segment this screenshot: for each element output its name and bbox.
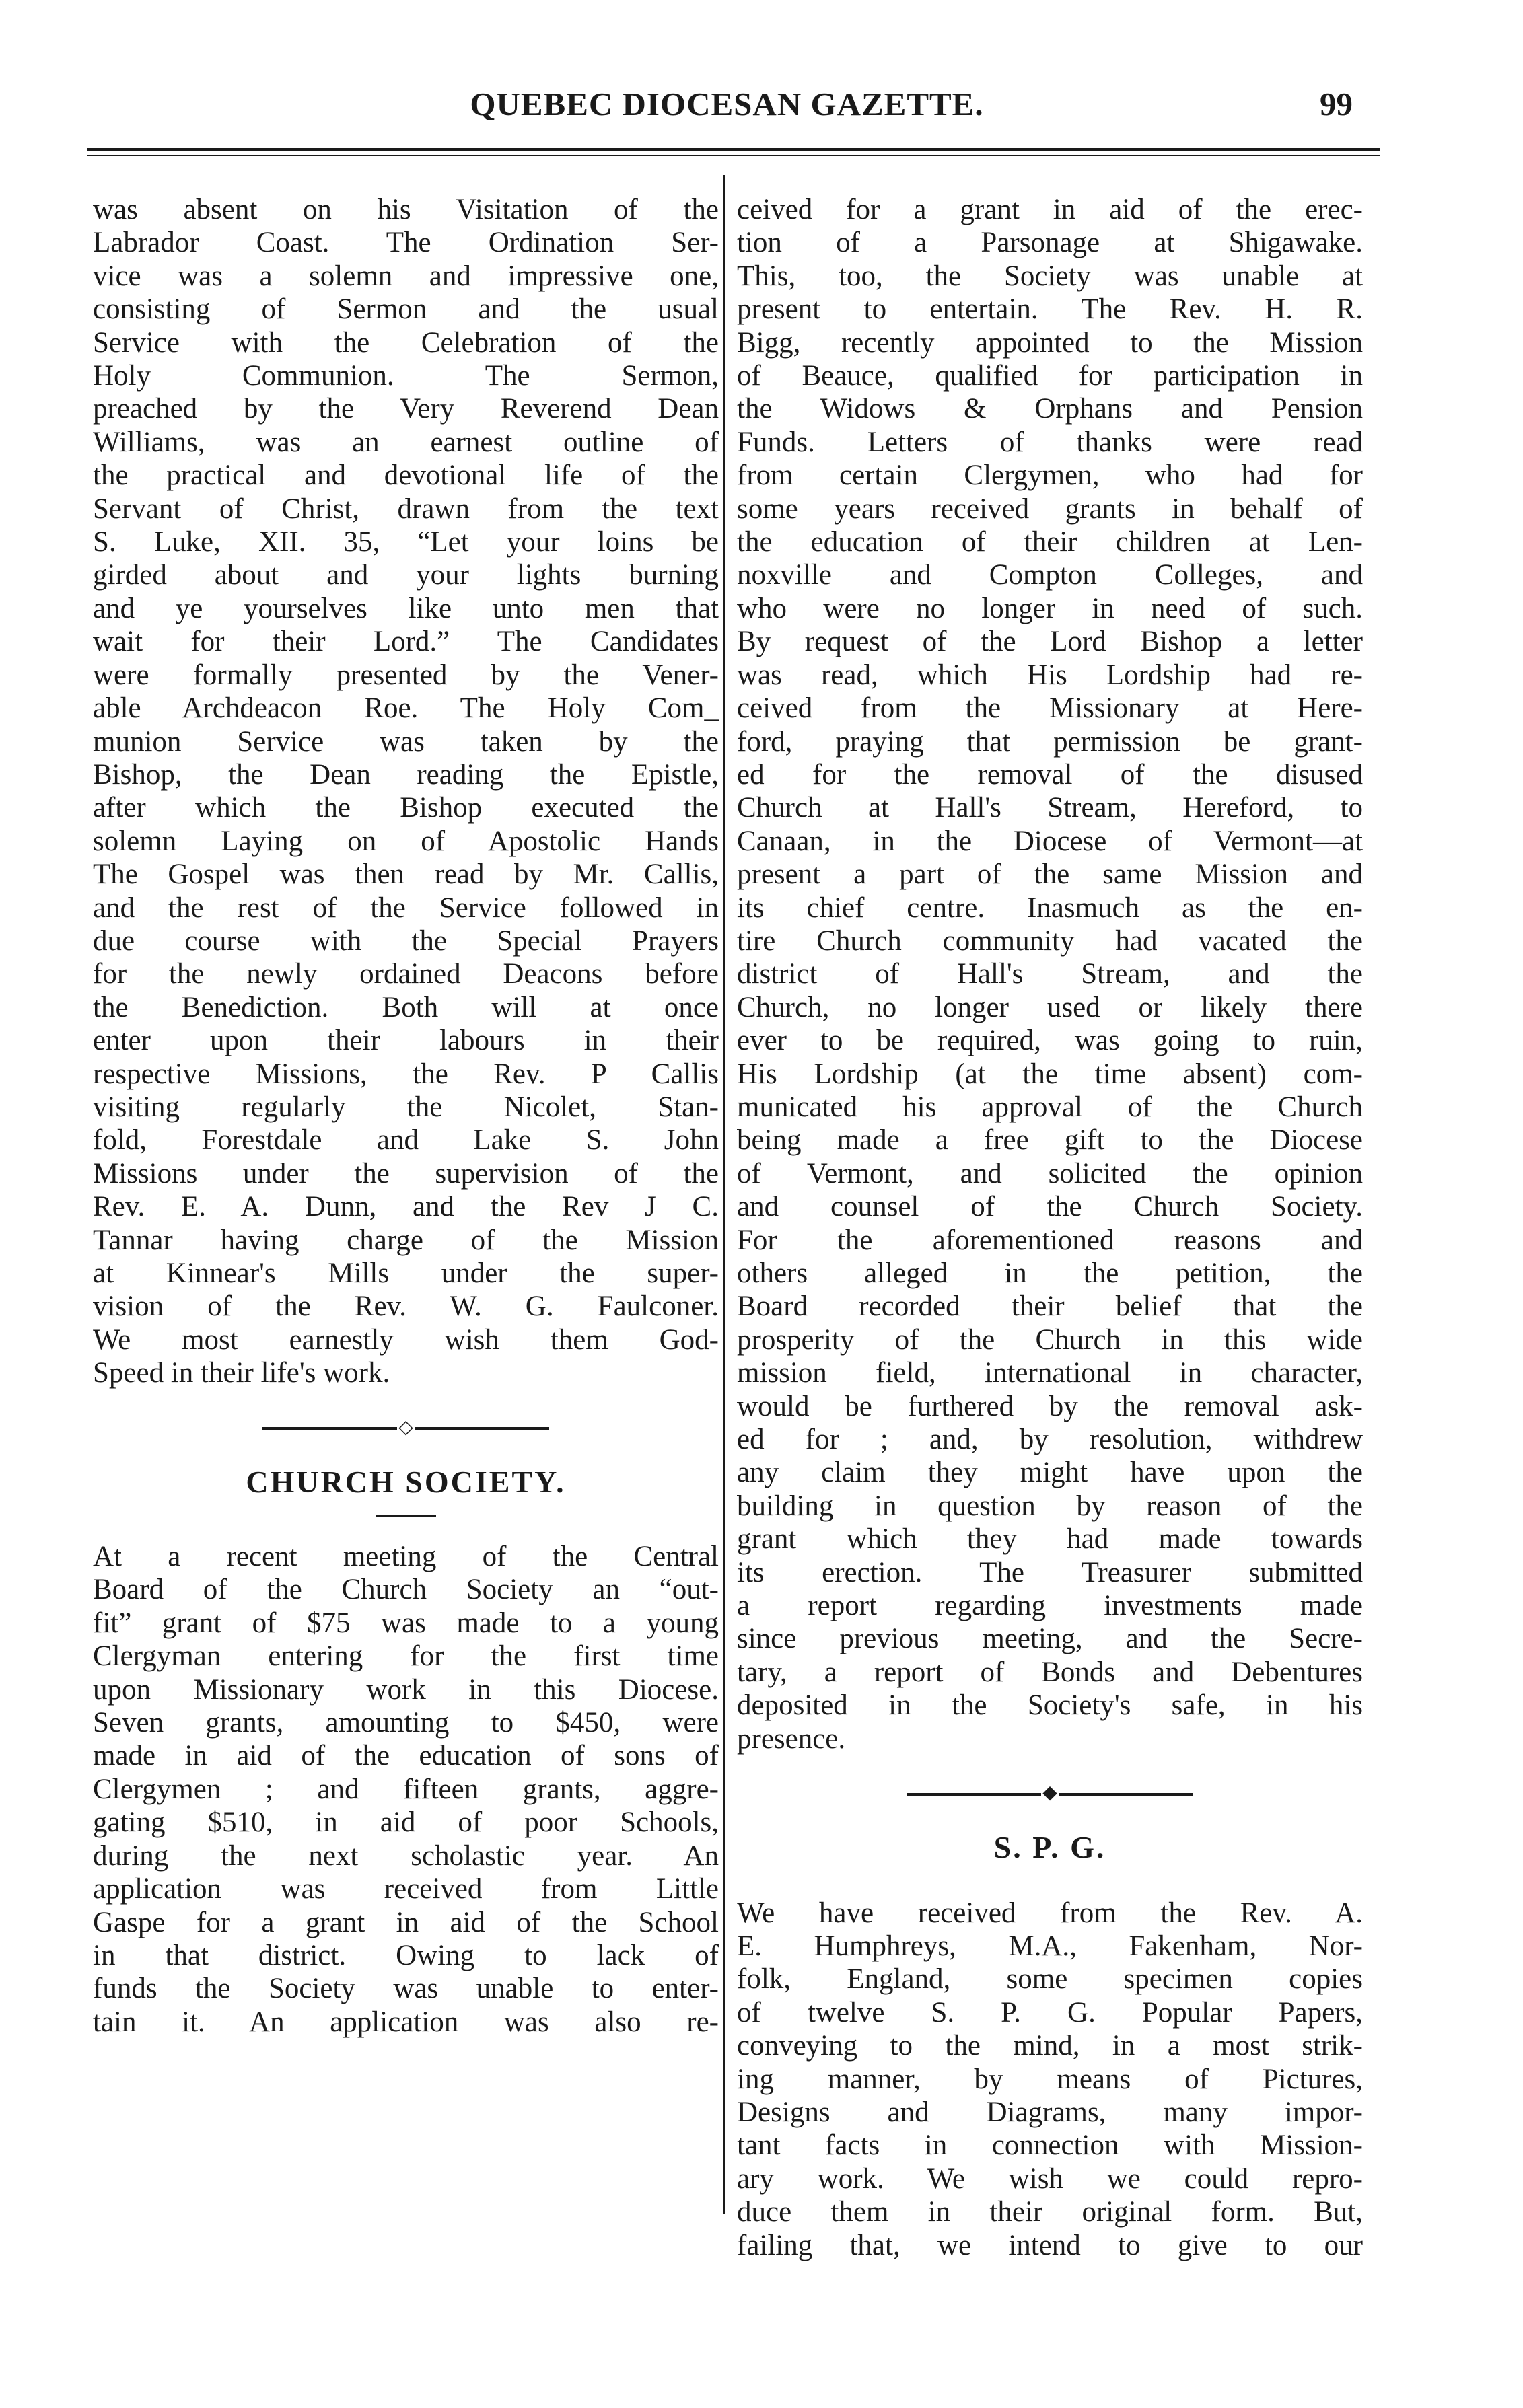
- text-line: noxville and Compton Colleges, and: [737, 559, 1363, 591]
- text-line: visiting regularly the Nicolet, Stan-: [93, 1091, 719, 1123]
- text-line: Designs and Diagrams, many impor-: [737, 2096, 1363, 2128]
- text-line: able Archdeacon Roe. The Holy Com_: [93, 692, 719, 725]
- text-line: Canaan, in the Diocese of Vermont—at: [737, 825, 1363, 857]
- spg-paragraph: [737, 1897, 1363, 2262]
- text-line: district of Hall's Stream, and the: [737, 958, 1363, 990]
- text-line: solemn Laying on of Apostolic Hands: [93, 825, 719, 857]
- text-line: was read, which His Lordship had re-: [737, 659, 1363, 691]
- text-line: enter upon their labours in their: [93, 1025, 719, 1057]
- text-line: ary work. We wish we could repro-: [737, 2162, 1363, 2195]
- ornament-divider: ◆: [737, 1776, 1363, 1811]
- text-line: respective Missions, the Rev. P Callis: [93, 1058, 719, 1090]
- text-line: duce them in their original form. But,: [737, 2196, 1363, 2228]
- ordination-paragraph: [93, 193, 719, 1390]
- text-line: gating $510, in aid of poor Schools,: [93, 1807, 719, 1839]
- text-line: The Gospel was then read by Mr. Callis,: [93, 859, 719, 891]
- text-line: any claim they might have upon the: [737, 1457, 1363, 1489]
- text-line: others alleged in the petition, the: [737, 1257, 1363, 1289]
- text-line: municated his approval of the Church: [737, 1091, 1363, 1123]
- text-line: since previous meeting, and the Secre-: [737, 1623, 1363, 1655]
- publication-title: QUEBEC DIOCESAN GAZETTE.: [470, 85, 984, 122]
- text-line: ceived from the Missionary at Here-: [737, 692, 1363, 725]
- text-line: preached by the Very Reverend Dean: [93, 393, 719, 425]
- text-line: its chief centre. Inasmuch as the en-: [737, 891, 1363, 924]
- text-line: the Benediction. Both will at once: [93, 991, 719, 1023]
- text-line: At a recent meeting of the Central: [93, 1541, 719, 1573]
- text-line: Bishop, the Dean reading the Epistle,: [93, 758, 719, 791]
- text-line: fit” grant of $75 was made to a young: [93, 1607, 719, 1639]
- text-line: its erection. The Treasurer submitted: [737, 1556, 1363, 1589]
- text-line: grant which they had made towards: [737, 1523, 1363, 1556]
- text-line: present a part of the same Mission and: [737, 859, 1363, 891]
- text-line: presence.: [737, 1722, 846, 1755]
- text-line: vice was a solemn and impressive one,: [93, 260, 719, 292]
- text-line: girded about and your lights burning: [93, 559, 719, 591]
- text-line: building in question by reason of the: [737, 1490, 1363, 1522]
- text-line: due course with the Special Prayers: [93, 924, 719, 957]
- text-line: ed for ; and, by resolution, withdrew: [737, 1424, 1363, 1456]
- text-line: ceived for a grant in aid of the erec-: [737, 194, 1363, 225]
- text-line: Gaspe for a grant in aid of the School: [93, 1906, 719, 1938]
- text-line: tary, a report of Bonds and Debentures: [737, 1656, 1363, 1688]
- text-line: tion of a Parsonage at Shigawake.: [737, 227, 1363, 259]
- church-society-heading: CHURCH SOCIETY.: [246, 1464, 566, 1499]
- text-line: tant facts in connection with Mission-: [737, 2129, 1363, 2162]
- text-line: Missions under the supervision of the: [93, 1157, 719, 1190]
- text-line: a report regarding investments made: [737, 1590, 1363, 1622]
- text-line: conveying to the mind, in a most strik-: [737, 2030, 1363, 2062]
- text-line: funds the Society was unable to enter-: [93, 1973, 719, 2005]
- text-line: Clergymen ; and fifteen grants, aggre-: [93, 1773, 719, 1805]
- text-line: For the aforementioned reasons and: [737, 1224, 1363, 1256]
- text-line: of Beauce, qualified for participation in: [737, 360, 1363, 392]
- text-line: in that district. Owing to lack of: [93, 1939, 719, 1971]
- text-line: Servant of Christ, drawn from the text: [93, 492, 719, 525]
- text-line: Labrador Coast. The Ordination Ser-: [93, 227, 719, 259]
- ornament-divider: ◇: [93, 1410, 719, 1445]
- text-line: We most earnestly wish them God-: [93, 1323, 719, 1356]
- text-line: fold, Forestdale and Lake S. John: [93, 1124, 719, 1157]
- text-line: Tannar having charge of the Mission: [93, 1224, 719, 1256]
- text-line: and ye yourselves like unto men that: [93, 592, 719, 624]
- text-line: Service with the Celebration of the: [93, 326, 719, 359]
- text-line: application was received from Little: [93, 1873, 719, 1905]
- text-line: ed for the removal of the disused: [737, 758, 1363, 791]
- text-line: ing manner, by means of Pictures,: [737, 2063, 1363, 2095]
- header-rule: [87, 148, 1380, 156]
- page-number: 99: [1320, 85, 1353, 122]
- text-line: Clergyman entering for the first time: [93, 1640, 719, 1673]
- text-line: mission field, international in character,: [737, 1357, 1363, 1389]
- text-line: the Widows & Orphans and Pension: [737, 393, 1363, 425]
- text-line: deposited in the Society's safe, in his: [737, 1689, 1363, 1722]
- text-line: who were no longer in need of such.: [737, 592, 1363, 624]
- church-society-continued-paragraph: [737, 193, 1363, 1755]
- text-line: E. Humphreys, M.A., Fakenham, Nor-: [737, 1930, 1363, 1962]
- text-line: for the newly ordained Deacons before: [93, 958, 719, 990]
- spacer: [93, 1390, 719, 1410]
- text-line: Church at Hall's Stream, Hereford, to: [737, 792, 1363, 824]
- left-column: [93, 193, 719, 2039]
- church-society-paragraph: [93, 1540, 719, 2039]
- text-line: failing that, we intend to give to our: [737, 2229, 1363, 2261]
- short-rule: [376, 1515, 436, 1517]
- text-line: present to entertain. The Rev. H. R.: [737, 293, 1363, 326]
- text-line: Rev. E. A. Dunn, and the Rev J C.: [93, 1191, 719, 1223]
- text-line: made in aid of the education of sons of: [93, 1740, 719, 1772]
- text-line: wait for their Lord.” The Candidates: [93, 626, 719, 658]
- text-line: Speed in their life's work.: [93, 1357, 390, 1389]
- spg-heading: S. P. G.: [993, 1830, 1106, 1865]
- text-line: ever to be required, was going to ruin,: [737, 1025, 1363, 1057]
- text-line: from certain Clergymen, who had for: [737, 460, 1363, 492]
- text-line: consisting of Sermon and the usual: [93, 293, 719, 326]
- text-line: This, too, the Society was unable at: [737, 260, 1363, 292]
- text-line: vision of the Rev. W. G. Faulconer.: [93, 1290, 719, 1323]
- text-line: Church, no longer used or likely there: [737, 991, 1363, 1023]
- text-line: munion Service was taken by the: [93, 725, 719, 758]
- text-line: upon Missionary work in this Diocese.: [93, 1673, 719, 1706]
- text-line: Board of the Church Society an “out-: [93, 1574, 719, 1606]
- text-line: prosperity of the Church in this wide: [737, 1323, 1363, 1356]
- text-line: the practical and devotional life of the: [93, 460, 719, 492]
- text-line: of Vermont, and solicited the opinion: [737, 1157, 1363, 1190]
- text-line: tain it. An application was also re-: [93, 2006, 719, 2038]
- text-line: at Kinnear's Mills under the super-: [93, 1257, 719, 1289]
- text-line: being made a free gift to the Diocese: [737, 1124, 1363, 1157]
- text-line: was absent on his Visitation of the: [93, 194, 719, 225]
- spacer: [737, 1755, 1363, 1776]
- text-line: after which the Bishop executed the: [93, 792, 719, 824]
- text-line: some years received grants in behalf of: [737, 492, 1363, 525]
- text-line: We have received from the Rev. A.: [737, 1897, 1363, 1929]
- text-line: His Lordship (at the time absent) com-: [737, 1058, 1363, 1090]
- text-line: By request of the Lord Bishop a letter: [737, 626, 1363, 658]
- text-line: of twelve S. P. G. Popular Papers,: [737, 1996, 1363, 2029]
- text-line: Williams, was an earnest outline of: [93, 426, 719, 458]
- text-line: were formally presented by the Vener-: [93, 659, 719, 691]
- text-line: S. Luke, XII. 35, “Let your loins be: [93, 526, 719, 558]
- column-divider: [723, 175, 725, 2214]
- text-line: ford, praying that permission be grant-: [737, 725, 1363, 758]
- text-line: Bigg, recently appointed to the Mission: [737, 326, 1363, 359]
- text-line: Holy Communion. The Sermon,: [93, 360, 719, 392]
- text-line: folk, England, some specimen copies: [737, 1963, 1363, 1996]
- text-line: tire Church community had vacated the: [737, 924, 1363, 957]
- text-line: Seven grants, amounting to $450, were: [93, 1707, 719, 1739]
- text-line: during the next scholastic year. An: [93, 1839, 719, 1872]
- text-line: and counsel of the Church Society.: [737, 1191, 1363, 1223]
- spacer: [737, 1876, 1363, 1897]
- right-column: [737, 193, 1363, 2262]
- text-line: would be furthered by the removal ask-: [737, 1390, 1363, 1422]
- text-line: and the rest of the Service followed in: [93, 891, 719, 924]
- text-line: Board recorded their belief that the: [737, 1290, 1363, 1323]
- page-header: [87, 79, 1366, 133]
- text-line: the education of their children at Len-: [737, 526, 1363, 558]
- text-line: Funds. Letters of thanks were read: [737, 426, 1363, 458]
